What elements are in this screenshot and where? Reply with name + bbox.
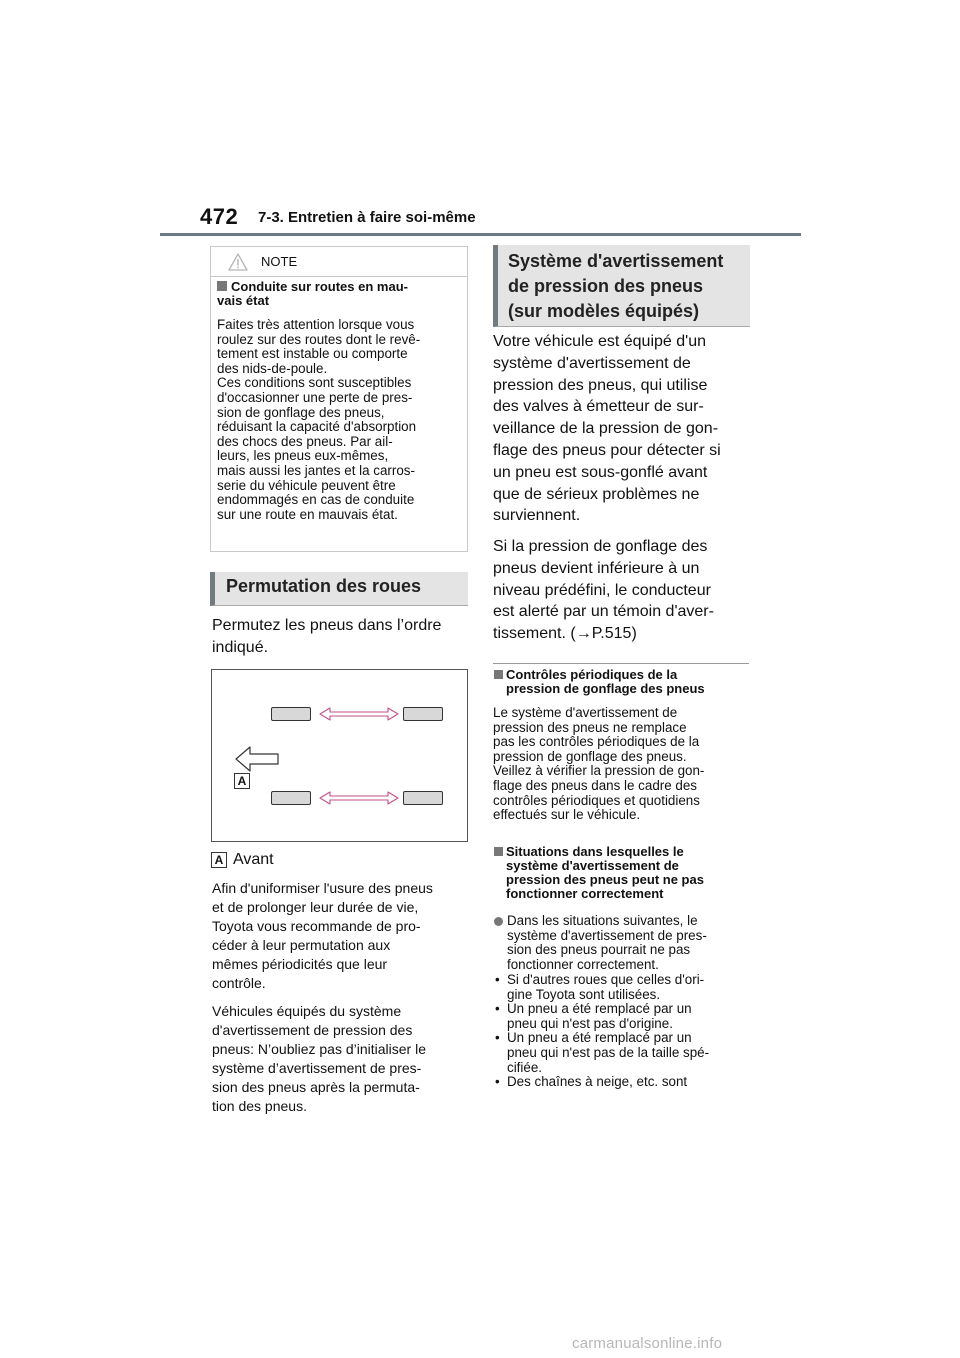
- section-title: 7-3. Entretien à faire soi-même: [258, 209, 476, 226]
- permutation-paragraph-2: Véhicules équipés du système d'avertissement de pression des pneus: N’oubliez pas d’initialiser le système d’avertissement de pres- sion des pneus après la permuta- tion des pneus.: [212, 1003, 427, 1114]
- tpms-heading: Système d'avertissement de pression des pneus (sur modèles équipés): [493, 245, 750, 327]
- note-label: NOTE: [261, 254, 298, 269]
- list-item: • Des chaînes à neige, etc. sont: [493, 1075, 751, 1090]
- tpms-paragraph-2: Si la pression de gonflage des pneus devient inférieure à un niveau prédéfini, le conducteur est alerté par un témoin d'aver- tissement. (→P.515): [493, 538, 714, 643]
- permutation-intro: Permutez les pneus dans l’ordre indiqué.: [212, 617, 442, 656]
- note-header: [211, 247, 467, 277]
- diagram-label-a: A: [234, 773, 250, 789]
- checks-heading: Contrôles périodiques de la pression de gonflage des pneus: [506, 667, 705, 696]
- list-item: • Un pneu a été remplacé par un pneu qui n'est pas d'origine.: [493, 1002, 751, 1031]
- note-subheading: [217, 280, 463, 308]
- divider: [493, 663, 749, 664]
- caption-label-a: A: [211, 852, 227, 868]
- swap-arrow-rear-icon: [318, 790, 400, 806]
- diagram-caption: [211, 851, 274, 869]
- page-number: 472: [200, 204, 239, 229]
- permutation-paragraph-1: Afin d'uniformiser l'usure des pneus et de prolonger leur durée de vie, Toyota vous recommande de pro- céder à leur permutation aux mêmes périodicités que leur contrôle.: [212, 880, 433, 991]
- situations-heading: Situations dans lesquelles le système d'avertissement de pression des pneus peut ne pas fonctionner correctement: [506, 844, 704, 901]
- permutation-heading: Permutation des roues: [210, 572, 468, 606]
- tire-rear-left: [271, 791, 311, 805]
- note-subheading-text: Conduite sur routes en mau- vais état: [217, 279, 408, 308]
- situations-intro: Dans les situations suivantes, le système d'avertissement de pres- sion des pneus pourrait ne pas fonctionner correctement.: [507, 913, 707, 972]
- header-rule: [160, 233, 801, 236]
- square-bullet-icon: [494, 670, 503, 679]
- tire-front-right: [403, 707, 443, 721]
- warning-icon: [228, 253, 248, 271]
- situations-list: [493, 973, 751, 1090]
- watermark: carmanualsonline.info: [572, 1335, 723, 1352]
- caption-text: Avant: [233, 851, 274, 868]
- note-box: [210, 246, 468, 552]
- note-body: Faites très attention lorsque vous roulez sur des routes dont le revê- tement est instable ou comporte des nids-de-poule. Ces conditions sont susceptibles d'occasionner une perte de pres- sion de gonflage des pneus, réduisant la capacité d'absorption des chocs des pneus. Par ail- leurs, les pneus eux-mêmes, mais aussi les jantes et la carros- serie du véhicule peuvent être endommagés en cas de conduite sur une route en mauvais état.: [217, 317, 421, 522]
- front-direction-arrow-icon: [234, 744, 280, 774]
- list-item: • Un pneu a été remplacé par un pneu qui n'est pas de la taille spé- cifiée.: [493, 1031, 751, 1075]
- square-bullet-icon: [494, 847, 503, 856]
- round-bullet-icon: [494, 917, 503, 926]
- list-item: • Si d'autres roues que celles d'ori- gine Toyota sont utilisées.: [493, 973, 751, 1002]
- square-bullet-icon: [217, 281, 227, 291]
- checks-body: Le système d'avertissement de pression des pneus ne remplace pas les contrôles périodiques de la pression de gonflage des pneus. Veillez à vérifier la pression de gon- flage des pneus dans le cadre des contrôles périodiques et quotidiens effectués sur le véhicule.: [493, 705, 705, 823]
- tpms-paragraph-1: Votre véhicule est équipé d'un système d'avertissement de pression des pneus, qui utilise des valves à émetteur de sur- veillance de la pression de gon- flage des pneus pour détecter si un pneu est sous-gonflé avant que de sérieux problèmes ne surviennent.: [493, 333, 721, 525]
- tire-front-left: [271, 707, 311, 721]
- swap-arrow-front-icon: [318, 706, 400, 722]
- tire-rear-right: [403, 791, 443, 805]
- tire-rotation-diagram: [211, 669, 468, 842]
